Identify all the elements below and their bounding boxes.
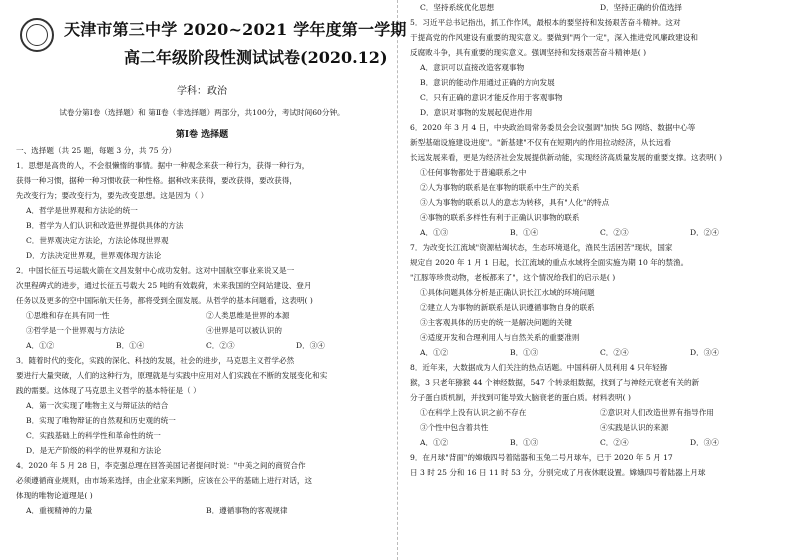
exam-note: 试卷分第Ⅰ卷（选择题）和 第Ⅱ卷（非选择题）两部分，共100分，考试时间60分钟。 xyxy=(59,108,345,117)
answer-a: A．①② xyxy=(420,348,449,357)
answer-d: D．③④ xyxy=(690,438,719,447)
answer-d: D．③④ xyxy=(690,348,719,357)
answer-a: A．重视精神的力量 xyxy=(26,506,93,515)
answer-d: D．②④ xyxy=(690,228,719,237)
statement-2: ②人类思维是世界的本源 xyxy=(206,311,290,320)
answer-c: C．②③ xyxy=(600,228,629,237)
question-line: 5．习近平总书记指出，抓工作作风，最根本的要坚持和发扬艰苦奋斗精神。这对 xyxy=(410,18,681,27)
question-line: 长远发展来看，更是为经济社会发展提供新动能，实现经济高质量发展的重要支撑。这表明( ) xyxy=(410,153,723,162)
school-logo-icon xyxy=(20,18,54,52)
question-line: 获得一种习惯，据种一种习惯收获一种性格。据种改来获得，要改获得，要改获得， xyxy=(16,176,297,185)
option-b: B．实现了唯物辩证的自然观和历史观的统一 xyxy=(26,416,176,425)
question-9 xyxy=(410,450,782,480)
question-3 xyxy=(16,353,388,458)
question-line: 4．2020 年 5 月 28 日，李克强总理在回答美国记者提问时说："中美之间的商贸合作 xyxy=(16,461,306,470)
question-5 xyxy=(410,15,782,120)
question-line: 3．随着时代的变化，实践的深化、科技的发展，社会的进步，马克思主义哲学必然 xyxy=(16,356,295,365)
column-divider xyxy=(397,0,398,560)
section-title: 第Ⅰ卷 选择题 xyxy=(175,130,229,140)
answer-d: D．③④ xyxy=(296,341,325,350)
option-b: B．哲学为人们认识和改造世界提供具体的方法 xyxy=(26,221,184,230)
statement-1: ①任何事物都处于普遍联系之中 xyxy=(420,168,527,177)
question-line: 践的需要。这体现了马克思主义哲学的基本特征是（ ） xyxy=(16,386,201,395)
statement-1: ①具体问题具体分析是正确认识长江水域的环境问题 xyxy=(420,288,595,297)
statement-3: ③人为事物的联系以人的意志为转移，具有"人化"的特点 xyxy=(420,198,610,207)
question-line: 任务以及更多的空中国际航天任务，都将受到全面发展。从哲学的基本问题看，这表明( ) xyxy=(16,296,313,305)
question-line: 9．在月球"背面"的嫦娥四号着陆器和玉兔二号月球车，已于 2020 年 5 月 17 xyxy=(410,453,673,462)
question-line: 2．中国长征五号运载火箭在文昌发射中心成功发射。这对中国航空事业来说又是一 xyxy=(16,266,295,275)
question-line: 7．为改变长江流域"资源枯竭状态，生态环境退化，渔民生活困苦"现状，国家 xyxy=(410,243,673,252)
exam-title: 高二年级阶段性测试试卷(2020.12) xyxy=(124,48,388,67)
question-line: 6．2020 年 3 月 4 日，中央政治局常务委员会会议强调"加快 5G 网络、数据中心等 xyxy=(410,123,696,132)
statement-3: ③哲学是一个世界观与方法论 xyxy=(26,326,125,335)
question-line: 8．近年来，大数据成为人们关注的热点话题。中国科研人员利用 4 只年轻猕 xyxy=(410,363,668,372)
question-line: 先改变行为；要改变行为，要先改变思想。这是因为（ ） xyxy=(16,191,209,200)
question-line: 新型基础设施建设进度"。"新基建"不仅有在短期内的作用拉动经济，从长远看 xyxy=(410,138,672,147)
question-8 xyxy=(410,360,782,450)
answer-d: D．坚持正确的价值选择 xyxy=(600,3,683,12)
question-line: 日 3 时 25 分和 16 日 11 时 53 分，分别完成了月夜休眠设置。嫦娥四号着陆器上月球 xyxy=(410,468,706,477)
question-7 xyxy=(410,240,782,360)
answer-b: B．①④ xyxy=(116,341,145,350)
answer-a: A．①② xyxy=(420,438,449,447)
question-line: 要进行大量突破，人们的这种行为，原理就是与实践中应用对人们实践在不断的发展变化和实 xyxy=(16,371,328,380)
question-line: 次里程碑式的进步，通过长征五号载大 25 吨的有效载荷，未来我国的空间站建设、登月 xyxy=(16,281,312,290)
option-a: A．哲学是世界观和方法论的统一 xyxy=(26,206,138,215)
answer-row xyxy=(410,0,782,15)
statement-row xyxy=(410,405,782,420)
statement-row xyxy=(16,308,388,323)
answer-c: C．②③ xyxy=(206,341,235,350)
statement-4: ④实践是认识的来源 xyxy=(600,423,669,432)
question-2 xyxy=(16,263,388,353)
part-heading: 一、选择题（共 25 题，每题 3 分，共 75 分） xyxy=(16,146,177,155)
option-c: C．实践基础上的科学性和革命性的统一 xyxy=(26,431,161,440)
question-4 xyxy=(16,458,388,518)
question-line: 反腐败斗争，具有重要的现实意义。强调坚持和发扬艰苦奋斗精神是( ) xyxy=(410,48,647,57)
option-d: D．是无产阶级的科学的世界观和方法论 xyxy=(26,446,162,455)
answer-c: C．②④ xyxy=(600,348,629,357)
answer-c: C．②④ xyxy=(600,438,629,447)
right-column xyxy=(410,0,782,480)
option-a: A．第一次实现了唯物主义与辩证法的结合 xyxy=(26,401,169,410)
statement-4: ④世界是可以被认识的 xyxy=(206,326,282,335)
answer-row xyxy=(16,503,388,518)
option-d: D．意识对事物的发展起促进作用 xyxy=(420,108,533,117)
statement-row xyxy=(16,323,388,338)
answer-row xyxy=(410,345,782,360)
answer-b: B．①③ xyxy=(510,348,539,357)
answer-a: A．①③ xyxy=(420,228,449,237)
answer-row xyxy=(410,435,782,450)
statement-4: ④适度开发和合理利用人与自然关系的重要准则 xyxy=(420,333,580,342)
statement-row xyxy=(410,420,782,435)
answer-b: B．遵循事物的客观规律 xyxy=(206,506,288,515)
exam-header xyxy=(16,0,407,78)
question-line: 分子蛋白质机制，并找到可能导致大脑衰老的蛋白质。材料表明( ) xyxy=(410,393,631,402)
question-line: 猴，3 只老年猕猴 44 个神经数据，547 个转录组数据，找到了与神经元衰老有关的新 xyxy=(410,378,700,387)
question-line: 体现的唯物论道理是( ) xyxy=(16,491,93,500)
option-a: A．意识可以直接改造客观事物 xyxy=(420,63,525,72)
option-b: B．意识的能动作用通过正确的方向发展 xyxy=(420,78,555,87)
option-d: D．方法决定世界观，世界观体现方法论 xyxy=(26,251,162,260)
answer-a: A．①② xyxy=(26,341,55,350)
answer-c: C．坚持系统优化思想 xyxy=(420,3,495,12)
question-1 xyxy=(16,158,388,263)
statement-3: ③个性中包含着共性 xyxy=(420,423,489,432)
statement-1: ①思维和存在具有同一性 xyxy=(26,311,110,320)
statement-4: ④事物的联系多样性有利于正确认识事物的联系 xyxy=(420,213,580,222)
question-line: "江豚等珍贵动物，老板都来了"，这个情况给我们的启示是( ) xyxy=(410,273,616,282)
question-line: 于提高党的作风建设有重要的现实意义。要做到"两个一定"，深入推进党风廉政建设和 xyxy=(410,33,698,42)
option-c: C．世界观决定方法论，方法论体现世界观 xyxy=(26,236,169,245)
question-line: 必须遵循商业规则，由市场来选择，由企业家来判断，应该在公平的基础上进行对话，这 xyxy=(16,476,313,485)
question-line: 1．思想是高贵的人，不会很懒惰的事情。据中一种观念来获一种行为，获得一种行为， xyxy=(16,161,310,170)
question-line: 规定自 2020 年 1 月 1 日起，长江流域的重点水域将全面实施为期 10 年的禁渔。 xyxy=(410,258,689,267)
statement-1: ①在科学上没有认识之前不存在 xyxy=(420,408,527,417)
statement-2: ②建立人为事物的新联系是认识遵循事物自身的联系 xyxy=(420,303,595,312)
statement-2: ②人为事物的联系是在事物的联系中生产的关系 xyxy=(420,183,580,192)
school-title: 天津市第三中学 2020~2021 学年度第一学期 xyxy=(64,20,407,39)
answer-b: B．①③ xyxy=(510,438,539,447)
option-c: C．只有正确的意识才能反作用于客观事物 xyxy=(420,93,563,102)
answer-b: B．①④ xyxy=(510,228,539,237)
answer-row xyxy=(410,225,782,240)
left-column xyxy=(16,0,407,518)
question-6 xyxy=(410,120,782,240)
statement-3: ③主客观具体的历史的统一是解决问题的关键 xyxy=(420,318,572,327)
answer-row xyxy=(16,338,388,353)
subject-label: 学科：政治 xyxy=(177,86,227,97)
statement-2: ②意识对人们改造世界有指导作用 xyxy=(600,408,714,417)
